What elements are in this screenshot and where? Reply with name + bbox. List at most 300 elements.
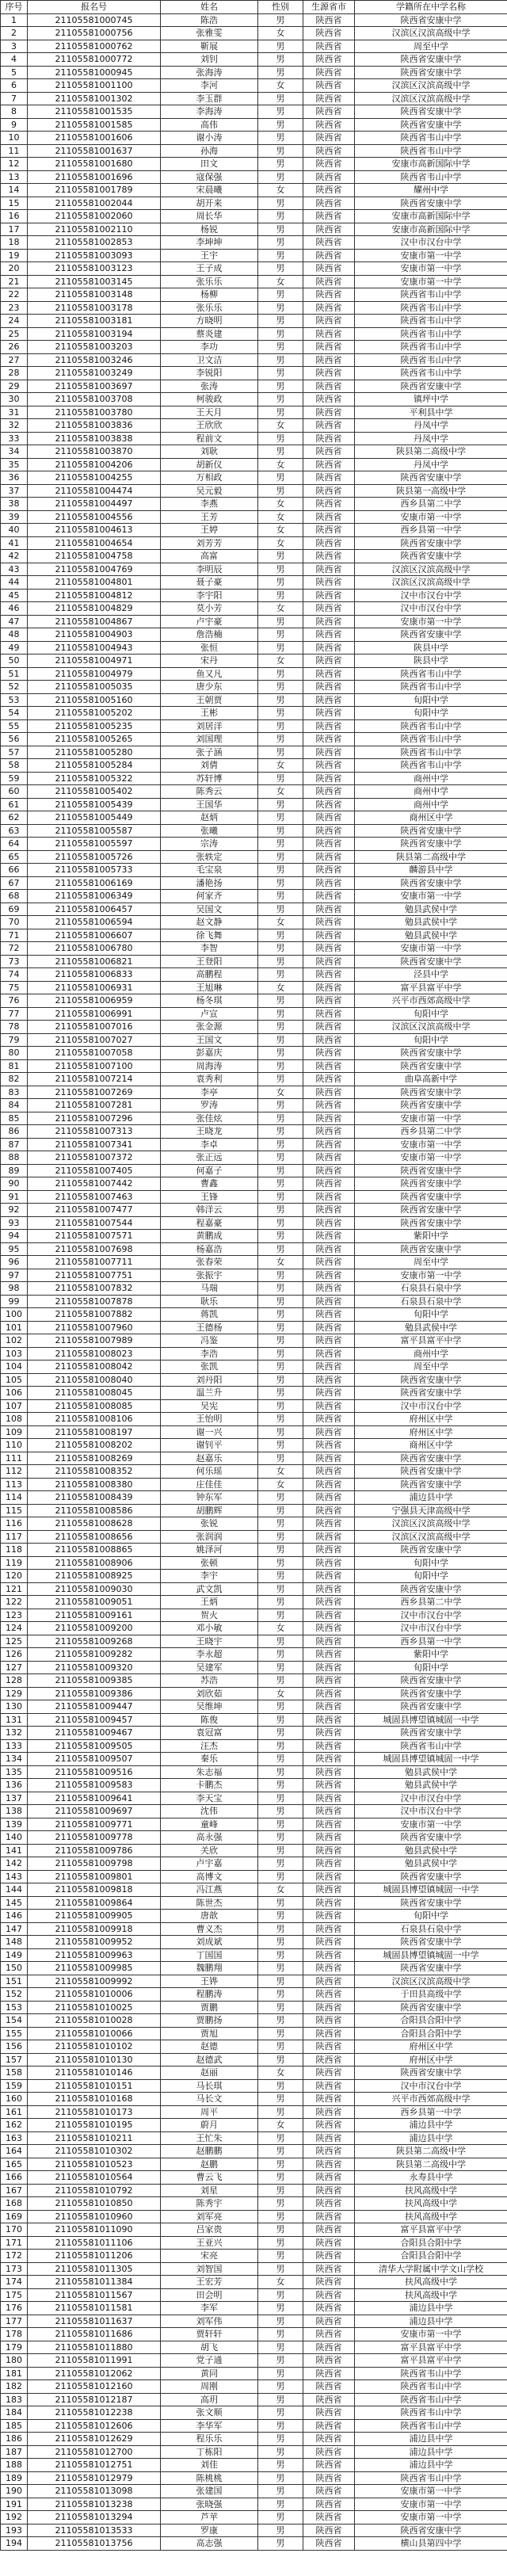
table-row [1, 681, 507, 694]
cell-registration-number: 21105581009282 [28, 1648, 161, 1662]
cell-index: 194 [1, 2537, 28, 2551]
cell-registration-number: 21105581002060 [28, 210, 161, 223]
cell-name: 温兰升 [161, 1387, 258, 1400]
cell-registration-number: 21105581005202 [28, 707, 161, 720]
cell-gender: 男 [258, 667, 303, 681]
table-row [1, 838, 507, 851]
cell-registration-number: 21105581012629 [28, 2433, 161, 2446]
cell-province: 陕西省 [303, 367, 355, 380]
cell-province: 陕西省 [303, 27, 355, 40]
cell-registration-number: 21105581005402 [28, 785, 161, 799]
cell-registration-number: 21105581004474 [28, 484, 161, 498]
cell-gender: 女 [258, 419, 303, 433]
cell-name: 卢宣 [161, 1007, 258, 1021]
cell-school: 石泉县石泉中学 [355, 1282, 507, 1296]
cell-name: 彭嘉庆 [161, 1047, 258, 1060]
cell-name: 李永超 [161, 1648, 258, 1662]
cell-index: 168 [1, 2197, 28, 2211]
cell-school: 清华大学附属中学文山学校 [355, 2262, 507, 2276]
cell-index: 69 [1, 903, 28, 916]
cell-gender: 男 [258, 1962, 303, 1975]
cell-name: 黄鹏成 [161, 1230, 258, 1243]
cell-gender: 男 [258, 118, 303, 132]
cell-index: 32 [1, 419, 28, 433]
cell-province: 陕西省 [303, 968, 355, 982]
cell-school: 安康市第一中学 [355, 942, 507, 956]
cell-gender: 男 [258, 1831, 303, 1845]
cell-index: 170 [1, 2223, 28, 2237]
cell-gender: 男 [258, 1425, 303, 1439]
cell-registration-number: 21105581013756 [28, 2537, 161, 2551]
cell-registration-number: 21105581009818 [28, 1883, 161, 1897]
cell-province: 陕西省 [303, 1373, 355, 1387]
cell-index: 127 [1, 1661, 28, 1674]
cell-index: 38 [1, 498, 28, 511]
cell-registration-number: 21105581001606 [28, 132, 161, 145]
table-row [1, 1007, 507, 1021]
cell-gender: 男 [258, 1007, 303, 1021]
cell-province: 陕西省 [303, 1164, 355, 1177]
cell-gender: 男 [258, 2040, 303, 2054]
cell-gender: 男 [258, 942, 303, 956]
cell-name: 唐歆 [161, 1910, 258, 1923]
table-row [1, 2393, 507, 2406]
cell-gender: 男 [258, 393, 303, 406]
cell-gender: 男 [258, 1792, 303, 1805]
table-row [1, 288, 507, 302]
cell-index: 132 [1, 1727, 28, 1740]
cell-province: 陕西省 [303, 1452, 355, 1465]
table-row [1, 1661, 507, 1674]
cell-index: 81 [1, 1059, 28, 1073]
cell-gender: 男 [258, 1674, 303, 1688]
cell-province: 陕西省 [303, 1910, 355, 1923]
cell-index: 48 [1, 628, 28, 642]
cell-gender: 女 [258, 1086, 303, 1099]
cell-registration-number: 21105581004255 [28, 471, 161, 485]
cell-index: 23 [1, 301, 28, 315]
cell-gender: 男 [258, 1047, 303, 1060]
cell-name: 吴建军 [161, 1661, 258, 1674]
cell-index: 122 [1, 1596, 28, 1609]
cell-name: 蒋凯 [161, 1308, 258, 1322]
cell-index: 163 [1, 2131, 28, 2145]
table-row [1, 536, 507, 550]
cell-school: 陕西省韦山中学 [355, 2419, 507, 2433]
table-row [1, 2040, 507, 2054]
cell-province: 陕西省 [303, 759, 355, 773]
cell-school: 陕西省安康中学 [355, 1700, 507, 1714]
cell-name: 宗涛 [161, 838, 258, 851]
cell-gender: 男 [258, 2393, 303, 2406]
cell-index: 58 [1, 759, 28, 773]
cell-index: 55 [1, 719, 28, 733]
cell-registration-number: 21105581010523 [28, 2158, 161, 2171]
cell-index: 65 [1, 850, 28, 864]
cell-province: 陕西省 [303, 2001, 355, 2014]
table-row [1, 994, 507, 1008]
cell-gender: 女 [258, 27, 303, 40]
cell-registration-number: 21105581011384 [28, 2276, 161, 2289]
cell-school: 安康市第一中学 [355, 1138, 507, 1151]
cell-index: 109 [1, 1425, 28, 1439]
cell-registration-number: 21105581009457 [28, 1713, 161, 1727]
cell-school: 府州区中学 [355, 2040, 507, 2054]
cell-gender: 男 [258, 2537, 303, 2551]
cell-gender: 男 [258, 1242, 303, 1256]
cell-index: 80 [1, 1047, 28, 1060]
table-row [1, 1792, 507, 1805]
table-row [1, 2537, 507, 2551]
cell-index: 182 [1, 2380, 28, 2394]
table-row [1, 2406, 507, 2420]
cell-school: 旬阳中学 [355, 1556, 507, 1570]
cell-registration-number: 21105581009918 [28, 1922, 161, 1936]
cell-index: 61 [1, 798, 28, 811]
cell-province: 陕西省 [303, 811, 355, 825]
cell-index: 178 [1, 2328, 28, 2341]
cell-name: 张子涵 [161, 746, 258, 759]
cell-index: 94 [1, 1230, 28, 1243]
table-row [1, 1753, 507, 1766]
cell-school: 横山县第四中学 [355, 2537, 507, 2551]
cell-gender: 男 [258, 1544, 303, 1557]
cell-registration-number: 21105581007442 [28, 1177, 161, 1191]
cell-province: 陕西省 [303, 850, 355, 864]
cell-registration-number: 21105581006821 [28, 955, 161, 968]
table-row [1, 1059, 507, 1073]
cell-school: 府州区中学 [355, 1425, 507, 1439]
cell-gender: 男 [258, 1112, 303, 1125]
cell-school: 安康市高新国际中学 [355, 223, 507, 236]
cell-province: 陕西省 [303, 1399, 355, 1413]
cell-name: 程鹏涛 [161, 1988, 258, 2002]
cell-registration-number: 21105581004979 [28, 667, 161, 681]
cell-registration-number: 21105581003148 [28, 288, 161, 302]
cell-school: 商州中学 [355, 772, 507, 785]
cell-name: 曹云飞 [161, 2171, 258, 2185]
cell-province: 陕西省 [303, 772, 355, 785]
cell-province: 陕西省 [303, 2053, 355, 2067]
cell-school: 陕西省安康中学 [355, 1870, 507, 1883]
cell-gender: 女 [258, 536, 303, 550]
cell-gender: 男 [258, 890, 303, 903]
cell-name: 袁秀利 [161, 1073, 258, 1086]
table-row [1, 2223, 507, 2237]
cell-name: 陈秀云 [161, 785, 258, 799]
cell-gender: 男 [258, 576, 303, 590]
cell-name: 冯鉴 [161, 1334, 258, 1348]
cell-school: 勉县武侯中学 [355, 1765, 507, 1779]
cell-gender: 男 [258, 838, 303, 851]
cell-index: 103 [1, 1347, 28, 1361]
table-row [1, 1700, 507, 1714]
cell-school: 安康市第一中学 [355, 249, 507, 262]
table-row [1, 890, 507, 903]
table-row [1, 158, 507, 171]
cell-gender: 男 [258, 1413, 303, 1426]
cell-school: 丹凤中学 [355, 419, 507, 433]
cell-name: 王国华 [161, 798, 258, 811]
cell-province: 陕西省 [303, 458, 355, 471]
cell-gender: 男 [258, 2158, 303, 2171]
table-row [1, 2262, 507, 2276]
table-row [1, 1948, 507, 1962]
cell-province: 陕西省 [303, 1308, 355, 1322]
cell-province: 陕西省 [303, 1151, 355, 1165]
cell-gender: 男 [258, 92, 303, 105]
cell-index: 92 [1, 1204, 28, 1217]
cell-province: 陕西省 [303, 602, 355, 616]
cell-index: 29 [1, 380, 28, 393]
cell-index: 62 [1, 811, 28, 825]
cell-province: 陕西省 [303, 1387, 355, 1400]
cell-gender: 男 [258, 2459, 303, 2472]
table-row [1, 315, 507, 328]
cell-school: 汉中市汉台中学 [355, 1609, 507, 1622]
cell-name: 张恒 [161, 641, 258, 654]
cell-index: 36 [1, 471, 28, 485]
cell-school: 浦边县中学 [355, 1491, 507, 1505]
cell-gender: 男 [258, 1517, 303, 1531]
cell-registration-number: 21105581007296 [28, 1112, 161, 1125]
cell-name: 柯骏政 [161, 393, 258, 406]
cell-province: 陕西省 [303, 1073, 355, 1086]
cell-school: 汉滨区汉滨高级中学 [355, 27, 507, 40]
table-row [1, 2158, 507, 2171]
cell-index: 107 [1, 1399, 28, 1413]
cell-province: 陕西省 [303, 876, 355, 890]
cell-registration-number: 21105581007027 [28, 1033, 161, 1047]
cell-province: 陕西省 [303, 1504, 355, 1517]
cell-index: 116 [1, 1517, 28, 1531]
cell-registration-number: 21105581007544 [28, 1216, 161, 1230]
cell-province: 陕西省 [303, 2250, 355, 2263]
cell-registration-number: 21105581010066 [28, 2027, 161, 2040]
table-row [1, 1151, 507, 1165]
cell-index: 151 [1, 1975, 28, 1988]
cell-registration-number: 21105581010146 [28, 2067, 161, 2080]
cell-registration-number: 21105581006607 [28, 929, 161, 942]
table-row [1, 2328, 507, 2341]
cell-school: 陕县第二高级中学 [355, 2145, 507, 2158]
cell-name: 陈浩 [161, 13, 258, 27]
cell-school: 西乡县第二中学 [355, 1596, 507, 1609]
cell-index: 113 [1, 1478, 28, 1491]
cell-gender: 男 [258, 2236, 303, 2250]
cell-registration-number: 21105581007405 [28, 1164, 161, 1177]
cell-index: 66 [1, 864, 28, 877]
cell-gender: 男 [258, 1700, 303, 1714]
table-row [1, 471, 507, 485]
cell-school: 安康市高新国际中学 [355, 210, 507, 223]
cell-gender: 男 [258, 1896, 303, 1910]
cell-province: 陕西省 [303, 1138, 355, 1151]
table-row [1, 458, 507, 471]
cell-gender: 男 [258, 1635, 303, 1648]
cell-index: 154 [1, 2014, 28, 2028]
cell-registration-number: 21105581005726 [28, 850, 161, 864]
cell-province: 陕西省 [303, 1922, 355, 1936]
cell-registration-number: 21105581008040 [28, 1373, 161, 1387]
cell-name: 李华军 [161, 2419, 258, 2433]
cell-name: 高志强 [161, 2537, 258, 2551]
cell-name: 程乐乐 [161, 2433, 258, 2446]
cell-school: 汉滨区汉滨高级中学 [355, 1021, 507, 1034]
cell-index: 143 [1, 1870, 28, 1883]
cell-school: 勉县武侯中学 [355, 1779, 507, 1792]
cell-registration-number: 21105581011581 [28, 2302, 161, 2315]
table-row [1, 223, 507, 236]
cell-school: 陕西省安康中学 [355, 197, 507, 210]
cell-school: 安康市第一中学 [355, 1818, 507, 1831]
cell-index: 155 [1, 2027, 28, 2040]
cell-school: 浦边县中学 [355, 2433, 507, 2446]
cell-province: 陕西省 [303, 144, 355, 158]
cell-gender: 男 [258, 1753, 303, 1766]
cell-registration-number: 21105581001789 [28, 184, 161, 197]
cell-school: 兴平市西郊高级中学 [355, 2093, 507, 2106]
cell-name: 苏轩博 [161, 772, 258, 785]
table-row [1, 1622, 507, 1635]
cell-registration-number: 21105581004903 [28, 628, 161, 642]
cell-index: 173 [1, 2262, 28, 2276]
cell-name: 赵德武 [161, 2053, 258, 2067]
cell-registration-number: 21105581009641 [28, 1792, 161, 1805]
cell-province: 陕西省 [303, 2040, 355, 2054]
cell-registration-number: 21105581004971 [28, 654, 161, 668]
cell-school: 陕县第二高级中学 [355, 445, 507, 459]
cell-school: 陕西省安康中学 [355, 66, 507, 79]
cell-province: 陕西省 [303, 1635, 355, 1648]
cell-index: 78 [1, 1021, 28, 1034]
cell-index: 9 [1, 118, 28, 132]
cell-index: 100 [1, 1308, 28, 1322]
cell-school: 陕县第二高级中学 [355, 2158, 507, 2171]
cell-province: 陕西省 [303, 53, 355, 67]
table-row [1, 2171, 507, 2185]
table-row [1, 1361, 507, 1374]
table-row [1, 2367, 507, 2380]
cell-registration-number: 21105581006991 [28, 1007, 161, 1021]
cell-registration-number: 21105581007882 [28, 1308, 161, 1322]
cell-name: 张文顺 [161, 2406, 258, 2420]
cell-registration-number: 21105581009778 [28, 1831, 161, 1845]
cell-index: 121 [1, 1582, 28, 1596]
cell-registration-number: 21105581008439 [28, 1491, 161, 1505]
cell-province: 陕西省 [303, 197, 355, 210]
cell-name: 王彬 [161, 707, 258, 720]
cell-school: 汉滨区汉滨高级中学 [355, 1975, 507, 1988]
cell-school: 紫阳中学 [355, 1648, 507, 1662]
cell-school: 城固县博望镇城固一中学 [355, 1753, 507, 1766]
cell-registration-number: 21105581001637 [28, 144, 161, 158]
cell-province: 陕西省 [303, 92, 355, 105]
table-row [1, 2093, 507, 2106]
cell-gender: 男 [258, 1439, 303, 1452]
cell-province: 陕西省 [303, 1936, 355, 1949]
cell-school: 陕西省安康中学 [355, 1164, 507, 1177]
cell-school: 于田县高级中学 [355, 1988, 507, 2002]
cell-registration-number: 21105581007214 [28, 1073, 161, 1086]
cell-province: 陕西省 [303, 942, 355, 956]
cell-registration-number: 21105581013098 [28, 2485, 161, 2498]
cell-province: 陕西省 [303, 184, 355, 197]
cell-name: 吴宪 [161, 1399, 258, 1413]
cell-index: 82 [1, 1073, 28, 1086]
cell-school: 陕西省韦山中学 [355, 2380, 507, 2394]
cell-school: 旬阳中学 [355, 1661, 507, 1674]
table-row [1, 929, 507, 942]
cell-school: 安康市第一中学 [355, 890, 507, 903]
cell-gender: 男 [258, 288, 303, 302]
cell-province: 陕西省 [303, 746, 355, 759]
cell-school: 汉滨区汉滨高级中学 [355, 79, 507, 93]
cell-registration-number: 21105581005235 [28, 719, 161, 733]
table-row [1, 1425, 507, 1439]
table-row [1, 693, 507, 707]
cell-school: 陕西省韦山中学 [355, 288, 507, 302]
cell-registration-number: 21105581008865 [28, 1544, 161, 1557]
cell-name: 刘佳 [161, 2459, 258, 2472]
cell-province: 陕西省 [303, 2485, 355, 2498]
table-row [1, 550, 507, 563]
cell-school: 泾县中学 [355, 968, 507, 982]
cell-province: 陕西省 [303, 1112, 355, 1125]
cell-province: 陕西省 [303, 1204, 355, 1217]
cell-registration-number: 21105581006959 [28, 994, 161, 1008]
cell-index: 106 [1, 1387, 28, 1400]
cell-registration-number: 21105581005597 [28, 838, 161, 851]
cell-school: 浦边县中学 [355, 2445, 507, 2459]
cell-province: 陕西省 [303, 1727, 355, 1740]
cell-index: 149 [1, 1948, 28, 1962]
cell-registration-number: 21105581005280 [28, 746, 161, 759]
cell-index: 190 [1, 2485, 28, 2498]
cell-name: 赵炳 [161, 811, 258, 825]
cell-school: 旬阳中学 [355, 693, 507, 707]
cell-registration-number: 21105581009516 [28, 1765, 161, 1779]
cell-index: 24 [1, 315, 28, 328]
table-row [1, 92, 507, 105]
cell-registration-number: 21105581006457 [28, 903, 161, 916]
cell-index: 45 [1, 589, 28, 602]
cell-province: 陕西省 [303, 994, 355, 1008]
cell-province: 陕西省 [303, 524, 355, 537]
table-row [1, 903, 507, 916]
cell-province: 陕西省 [303, 2471, 355, 2485]
cell-school: 勉县武侯中学 [355, 1321, 507, 1334]
cell-index: 114 [1, 1491, 28, 1505]
cell-school: 安康市第一中学 [355, 2498, 507, 2511]
cell-name: 王忙朱 [161, 2131, 258, 2145]
cell-index: 34 [1, 445, 28, 459]
cell-province: 陕西省 [303, 2511, 355, 2524]
cell-index: 54 [1, 707, 28, 720]
table-row [1, 1112, 507, 1125]
cell-name: 谢小涛 [161, 132, 258, 145]
cell-school: 陕西省安康中学 [355, 550, 507, 563]
cell-province: 陕西省 [303, 890, 355, 903]
cell-province: 陕西省 [303, 628, 355, 642]
cell-gender: 女 [258, 2067, 303, 2080]
cell-registration-number: 21105581003145 [28, 275, 161, 288]
cell-name: 李海涛 [161, 105, 258, 119]
cell-index: 97 [1, 1269, 28, 1282]
cell-registration-number: 21105581009268 [28, 1635, 161, 1648]
cell-province: 陕西省 [303, 2262, 355, 2276]
cell-index: 6 [1, 79, 28, 93]
